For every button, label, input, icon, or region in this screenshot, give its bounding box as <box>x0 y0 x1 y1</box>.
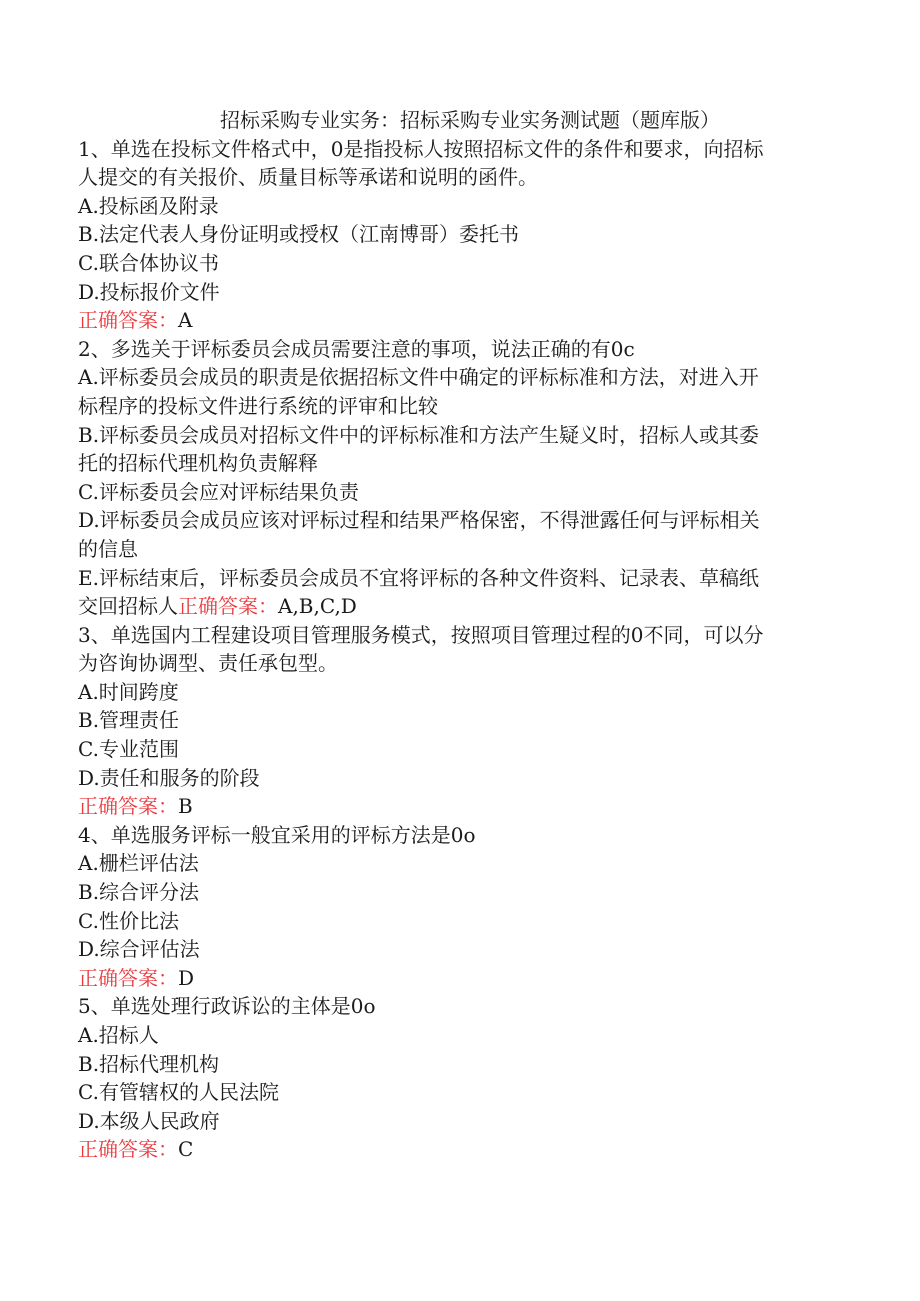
answer-label: 正确答案： <box>178 594 278 619</box>
option-c: C.性价比法 <box>78 908 179 933</box>
option-b: B.综合评分法 <box>78 880 200 905</box>
question-3 <box>78 621 838 821</box>
option-d: D.评标委员会成员应该对评标过程和结果严格保密，不得泄露任何与评标相关 <box>78 508 760 533</box>
option-c: C.专业范围 <box>78 737 179 762</box>
answer-value: A <box>178 308 193 333</box>
question-stem: 人提交的有关报价、质量目标等承诺和说明的函件。 <box>78 165 538 190</box>
option-a-cont: 标程序的投标文件进行系统的评审和比较 <box>78 393 438 418</box>
option-d: D.责任和服务的阶段 <box>78 765 260 790</box>
option-e-cont-with-answer <box>78 592 838 621</box>
option-e: E.评标结束后，评标委员会成员不宜将评标的各种文件资料、记录表、草稿纸 <box>78 565 759 590</box>
question-stem: 5、单选处理行政诉讼的主体是0o <box>78 994 376 1019</box>
option-c: C.有管辖权的人民法院 <box>78 1080 279 1105</box>
answer-line <box>78 792 838 821</box>
option-a: A.招标人 <box>78 1023 159 1047</box>
question-stem: 4、单选服务评标一般宜采用的评标方法是0o <box>78 822 476 847</box>
option-e-tail: 交回招标人 <box>78 594 178 619</box>
option-d-cont: 的信息 <box>78 536 138 561</box>
answer-label: 正确答案： <box>78 794 178 819</box>
answer-label: 正确答案： <box>78 1137 178 1162</box>
question-stem: 3、单选国内工程建设项目管理服务模式，按照项目管理过程的0不同，可以分 <box>78 622 764 647</box>
option-d: D.综合评估法 <box>78 937 200 962</box>
answer-value: C <box>178 1137 194 1162</box>
option-b: B.管理责任 <box>78 708 180 733</box>
option-c: C.评标委员会应对评标结果负责 <box>78 479 359 504</box>
question-4 <box>78 821 838 993</box>
option-b: B.评标委员会成员对招标文件中的评标标准和方法产生疑义时，招标人或其委 <box>78 422 760 447</box>
option-a: A.时间跨度 <box>78 679 179 704</box>
option-c: C.联合体协议书 <box>78 250 219 275</box>
option-b: B.招标代理机构 <box>78 1051 220 1076</box>
answer-value: B <box>178 794 193 819</box>
question-5 <box>78 992 838 1164</box>
question-stem: 1、单选在投标文件格式中，0是指投标人按照招标文件的条件和要求，向招标 <box>78 136 764 161</box>
answer-label: 正确答案： <box>78 308 178 333</box>
answer-line <box>78 1135 838 1164</box>
question-stem: 2、多选关于评标委员会成员需要注意的事项，说法正确的有0c <box>78 336 635 361</box>
answer-line <box>78 306 838 335</box>
document-page <box>78 106 838 1164</box>
option-a: A.投标函及附录 <box>78 193 219 218</box>
document-title: 招标采购专业实务：招标采购专业实务测试题（题库版） <box>220 108 720 132</box>
answer-value: A,B,C,D <box>278 594 357 619</box>
answer-value: D <box>178 965 195 990</box>
option-d: D.本级人民政府 <box>78 1108 220 1133</box>
question-1 <box>78 135 838 335</box>
answer-label: 正确答案： <box>78 965 178 990</box>
option-d: D.投标报价文件 <box>78 279 220 304</box>
option-b: B.法定代表人身份证明或授权（江南博哥）委托书 <box>78 222 520 247</box>
option-a: A.栅栏评估法 <box>78 851 199 876</box>
answer-line <box>78 964 838 993</box>
option-a: A.评标委员会成员的职责是依据招标文件中确定的评标标准和方法，对进入开 <box>78 365 759 390</box>
question-2 <box>78 335 838 621</box>
option-b-cont: 托的招标代理机构负责解释 <box>78 451 318 476</box>
question-stem: 为咨询协调型、责任承包型。 <box>78 651 338 676</box>
